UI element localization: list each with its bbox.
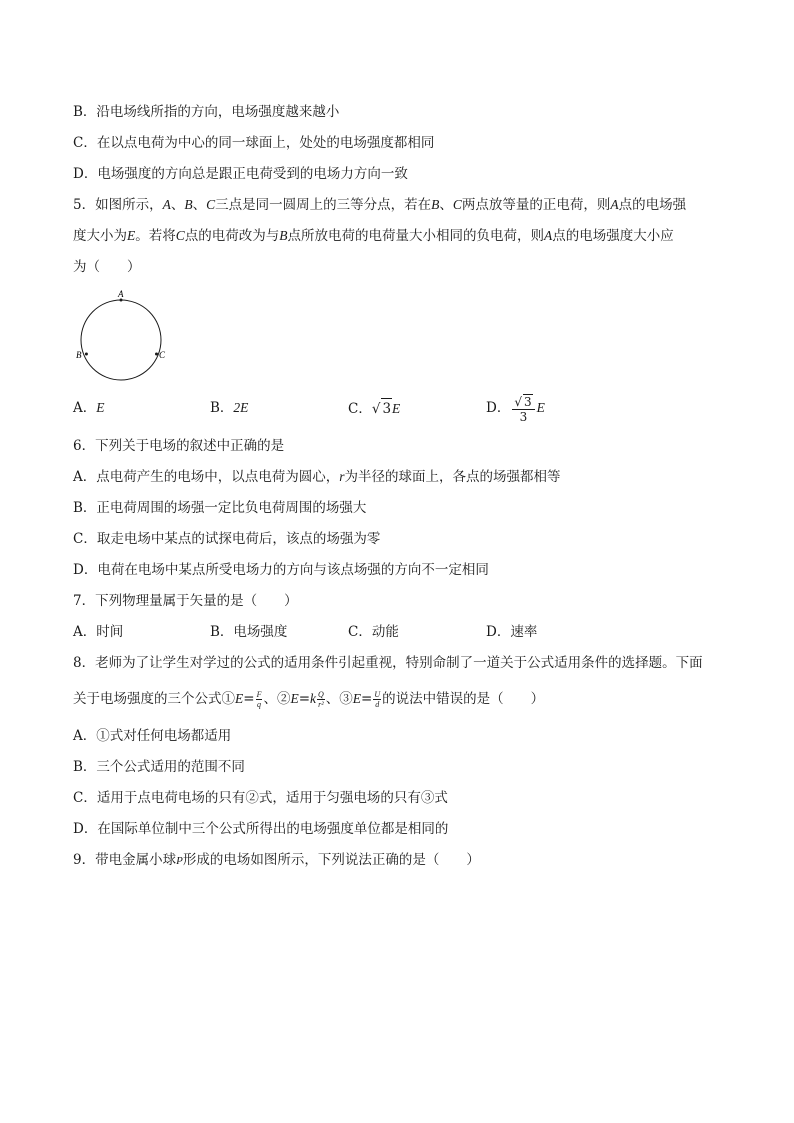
q5-option-c: C．√ 3E — [348, 398, 400, 419]
q8-stem-line2: 关于电场强度的三个公式①E= $\frac{F}{q}$ 、②E=k $\frac{Q}{\text{r²}}$ 、③E= $\frac{U}{d}$ 的说法中错误的是（ ） — [73, 690, 545, 709]
q5-option-d: D． $\frac{√ 3}{3}$ E — [486, 394, 545, 424]
q4-option-c: C．在以点电荷为中心的同一球面上，处处的电场强度都相同 — [73, 135, 435, 151]
label-c: C — [159, 350, 166, 360]
q8-stem-line1: 8．老师为了让学生对学过的公式的适用条件引起重视，特别命制了一道关于公式适用条件的选择题。下面 — [73, 655, 703, 671]
point-c — [155, 353, 158, 356]
circle-outline — [81, 300, 161, 380]
point-b — [85, 353, 88, 356]
q6-stem: 6．下列关于电场的叙述中正确的是 — [73, 438, 285, 454]
q4-option-d: D．电场强度的方向总是跟正电荷受到的电场力方向一致 — [73, 166, 408, 182]
q5-stem-line2: 度大小为E。若将C点的电荷改为与B点所放电荷的电荷量大小相同的负电荷，则A点的电场强度大小应 — [73, 228, 674, 244]
q6-option-c: C．取走电场中某点的试探电荷后，该点的场强为零 — [73, 531, 381, 547]
q6-option-b: B．正电荷周围的场强一定比负电荷周围的场强大 — [73, 500, 367, 516]
q8-option-c: C．适用于点电荷电场的只有②式，适用于匀强电场的只有③式 — [73, 790, 448, 806]
label-a: A — [118, 289, 124, 299]
q6-option-a: A．点电荷产生的电场中，以点电荷为圆心，r为半径的球面上，各点的场强都相等 — [73, 469, 561, 485]
q5-circle-figure — [78, 286, 168, 386]
q7-stem: 7．下列物理量属于矢量的是（ ） — [73, 593, 298, 609]
q5-stem-line3: 为（ ） — [73, 259, 141, 275]
q8-option-b: B．三个公式适用的范围不同 — [73, 759, 245, 775]
q4-option-b: B．沿电场线所指的方向，电场强度越来越小 — [73, 104, 340, 120]
q7-option-c: C．动能 — [348, 624, 399, 640]
q8-option-d: D．在国际单位制中三个公式所得出的电场强度单位都是相同的 — [73, 821, 449, 837]
q7-option-a: A．时间 — [73, 624, 124, 640]
q5-option-a: A．E — [73, 400, 105, 416]
label-b: B — [76, 350, 82, 360]
q5-stem-line1: 5．如图所示，A、B、C三点是同一圆周上的三等分点，若在B、C两点放等量的正电荷，则A点的电场强 — [73, 197, 687, 213]
q8-option-a: A．①式对任何电场都适用 — [73, 728, 232, 744]
q7-option-b: B．电场强度 — [210, 624, 288, 640]
q6-option-d: D．电荷在电场中某点所受电场力的方向与该点场强的方向不一定相同 — [73, 562, 489, 578]
q9-stem: 9．带电金属小球P形成的电场如图所示，下列说法正确的是（ ） — [73, 852, 480, 868]
q7-option-d: D．速率 — [486, 624, 538, 640]
q5-option-b: B．2E — [210, 400, 249, 416]
